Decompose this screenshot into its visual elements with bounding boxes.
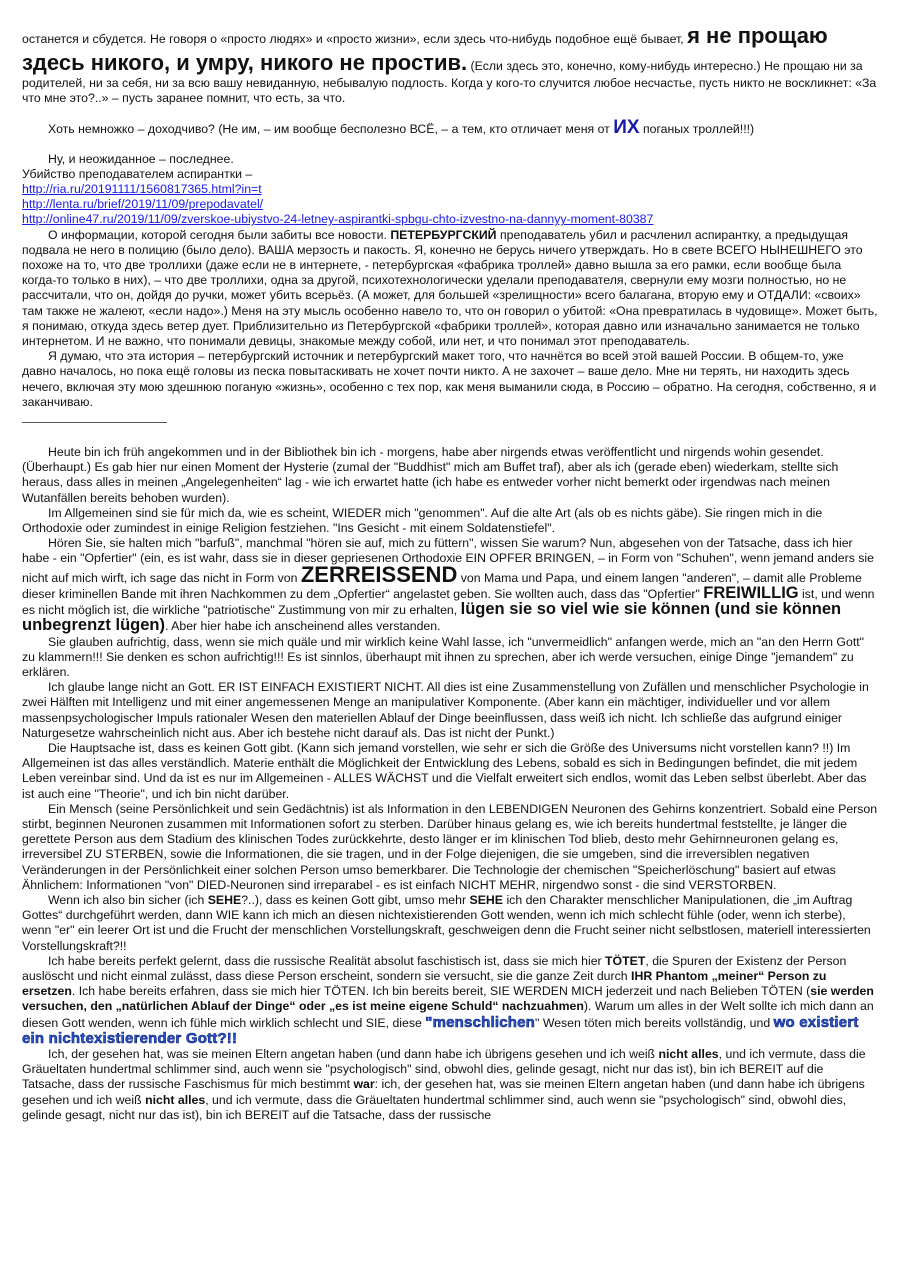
ru-p4-continuation: преподаватель убил и расчленил аспирантку, а предыдущая подвала не него в полицию (было дело). ВАША мерзость и пакость. Я, конечно не берусь ничего утверждать. Но в свете ВСЕГО НЫНЕШНЕГО это похоже на то, что две троллихи (даже если не в интернете, - петербургская «фабрика троллей» давно вышла за его рамки, если вообще была когда-то только в них), – что две троллихи, одна за другой, психотехнологически уделали преподавателя, свернули ему мозги полностью, но не рассчитали, что он, дойдя до ручки, может убить всерьёз. (А может, для большей «зрелищности» всего балагана, вторую ему и ОТДАЛИ: «своих» там также не жалеют, «если надо».) Меня на эту мысль особенно навело то, что он говорил о убитой: «Она превратилась в чудовище». Может быть, я понимаю, откуда здесь ветер дует. Приблизительно из Петербургской «фабрики троллей», которая давно или изначально занимается не только интернетом. И не важно, что понимали девицы, знакомые между собой, или нет, и что понимал этот преподаватель. [22,227,878,349]
de-paragraph-7: Ein Mensch (seine Persönlichkeit und sein Gedächtnis) ist als Information in den LEBENDIGEN Neuronen des Gehirns konzentriert. Sobald eine Person stirbt, beginnen Neuronen zusammen mit Informationen sofort zu sterben. Darüber hinaus gelang es, wie ich bereits hundertmal feststellte, je länger die gerettete Person aus dem Stadium des klinischen Todes zurückkehrte, desto länger er im klinischen Tod blieb, desto mehr Gehirnneuronen gelang es, irreversibel ZU STERBEN, sowie die Informationen, die sie tragen, und in der Folge diejenigen, die sie umgeben, sind die irreversiblen negativen Veränderungen in der Persönlichkeit einer solchen Person umso bemerkbarer. Die Technologie der chemischen "Speicherlöschung" basiert auf etwas Ähnlichem: Informationen "von" DIED-Neuronen sind irreparabel - es ist einfach NICHT MEHR, nirgendwo sonst - die sind VERSTORBEN. [22,801,878,892]
news-link-lenta[interactable]: http://lenta.ru/brief/2019/11/09/prepodavatel/ [22,197,264,212]
de-paragraph-9 [22,954,878,1047]
de-p9-outline-gott: wo existiert ein nichtexistierender Gott?!! [22,1013,859,1047]
de-p10-bold-2: nicht alles [145,1092,206,1107]
de-p10-text-3: : ich, der gesehen hat, was sie meinen Eltern angetan haben (und dann habe ich übrigens gesehen und ich weiß [22,1077,865,1107]
de-p3-text: Hören Sie, sie halten mich "barfuß", manchmal "hören sie auf, mich zu füttern", wissen Sie warum? Nun, abgesehen von der Tatsache, dass ich hier habe - ein "Opfertier" (ein, es ist wahr, dass sie in dieser gepriesenen Orthodoxie EIN OPFER BRINGEN, – in Form von "Schuhen", wenn jemand anders sie nicht auf mich wirft, ich sage das nicht in Form von [22,536,874,585]
ru-paragraph-5: Я думаю, что эта история – петербургский источник и петербургский макет того, что начнётся во всей этой вашей России. В общем-то, уже давно началось, но пока ещё головы из песка повытаскивать не хочет почти никто. А не захочет – ваше дело. Мне ни терять, ни находить здесь нечего, включая эту мою здешнюю поганую «жизнь», особенно с тех пор, как меня выманили сюда, в Россию – обратно. На сегодня, собственно, я и заканчиваю. [22,349,877,409]
de-p9-text-2: , die Spuren der Existenz der Person auslöscht und nicht einmal zulässt, dass diese Person erscheint, sondern sie versucht, sie die ganze Zeit durch [22,953,847,983]
de-p9-text-5: " Wesen töten mich bereits vollständig, und [535,1015,771,1030]
de-paragraph-1: Heute bin ich früh angekommen und in der Bibliothek bin ich - morgens, habe aber nirgends etwas veröffentlicht und nirgends wohin gesendet. (Überhaupt.) Es gab hier nur einen Moment der Hysterie (zumal der "Buddhist" mich am Buffet traf), aber als ich (gerade eben) wiederkam, stellte sich heraus, dass alles in meinen „Angelegenheiten“ lag - wie ich erwartet hatte (ich habe es entweder vorher nicht bemerkt oder irgendwas nach meinen Wutanfällen bereits behoben wurden). [22,445,839,505]
de-paragraph-3 [22,536,878,634]
de-p9-text: Ich habe bereits perfekt gelernt, dass die russische Realität absolut faschistisch ist, dass sie mich hier [48,953,602,968]
ru-p1-continuation: (Если здесь это, конечно, кому-нибудь интересно.) Не прощаю ни за родителей, ни за себя, ни за всю вашу невиданную, небывалую подлость. Когда у кого-то случится любое несчастье, пусть никто не воскликнет: «За что мне это?..» – пусть заранее помнит, что есть, за что. [22,59,877,106]
section-divider [22,422,167,423]
de-p10-bold-war: war [353,1077,375,1092]
ru-p2-emphasis: ИХ [613,117,640,139]
news-link-ria[interactable]: http://ria.ru/20191111/1560817365.html?in=t [22,182,262,197]
ru-p4-bold: ПЕТЕРБУРГСКИЙ [390,227,497,242]
ru-paragraph-3-heading: Ну, и неожиданное – последнее. [48,151,234,166]
de-paragraph-6: Die Hauptsache ist, dass es keinen Gott gibt. (Kann sich jemand vorstellen, wie sehr er sich die Größe des Universums nicht vorstellen kann? !!) Im Allgemeinen ist das alles verständlich. Materie enthält die Möglichkeit der Entwicklung des Lebens, sobald es sich in Bedingungen befindet, die mit jedem Leben vereinbar sind. Und da ist es nur im Allgemeinen - ALLES WÄCHST und die Vielfalt erweitert sich endlos, womit das Leben selbst überlebt. Aber das ist auch eine "Theorie", und ich bin nicht darüber. [22,740,867,801]
de-p10-text-4: , und ich vermute, dass die Gräueltaten hundertmal schlimmer sind, auch wenn sie "psychologisch" sind, obwohl dies, gelinde gesagt, nicht nur das ist), bin ich BEREIT auf die Tatsache, dass der russische [22,1092,847,1122]
news-link-online47[interactable]: http://online47.ru/2019/11/09/zverskoe-ubiystvo-24-letney-aspirantki-spbgu-chto-izvestno-na-dannyy-moment-80387 [22,212,654,227]
de-p9-bold-toetet: TÖTET [605,953,646,968]
de-p8-bold-2: SEHE [469,892,504,907]
de-paragraph-2: Im Allgemeinen sind sie für mich da, wie es scheint, WIEDER mich "genommen". Auf die alte Art (als ob es nichts gäbe). Sie ringen mich in die Orthodoxie oder zumindest in einige Religion festziehen. "Ins Gesicht - mit einem Soldatenstiefel". [22,505,823,536]
de-p10-bold-1: nicht alles [658,1046,719,1061]
de-p9-bold-nachahmen: sie werden versuchen, den „natürlichen Ablauf der Dinge“ oder „es ist meine eigene Schuld“ nachzuahmen [22,984,874,1014]
de-p3-text-3: ist, und wenn es nicht möglich ist, die wirkliche "patriotische" Zustimmung von mir zu erhalten, [22,586,875,618]
de-p8-text-2: ?..), dass es keinen Gott gibt, umso mehr [241,892,467,907]
de-p3-emphasis-zerreissend: ZERREISSEND [300,561,458,587]
de-p9-text-4: ). Warum um alles in der Welt sollte ich mich dann an diesen Gott wenden, wenn ich fühle mich wirklich schlecht und SIE, diese [22,999,874,1030]
ru-p4-text: О информации, которой сегодня были забиты все новости. [48,227,387,242]
de-p9-bold-phantom: IHR Phantom „meiner“ Person zu ersetzen [22,968,827,999]
de-p8-bold-1: SEHE [207,892,242,907]
ru-p1-text: останется и сбудется. Не говоря о «просто людях» и «просто жизни», если здесь что-нибудь подобное ещё бывает, [22,32,684,46]
de-p3-text-2: von Mama und Papa, und einem langen "anderen", – damit alle Probleme dieser kriminellen Bande mit ihren Nachkommen zu dem „Opfertier“ angelastet geben. Sie wollten auch, dass das "Opfertier" [22,570,862,601]
de-paragraph-5: Ich glaube lange nicht an Gott. ER IST EINFACH EXISTIERT NICHT. All dies ist eine Zusammenstellung von Zufällen und menschlicher Psychologie in zwei Hälften mit Intelligenz und mit einer angemessenen Menge an manipulativer Komponente. (Aber kann ein mächtiger, individueller und vor allem massenpsychologischer Impuls rationaler Wesen den materiellen Ablauf der Dinge beeinflussen, dass weiß ich nicht. Ich schließe das aufgrund einiger Naturgesetze wahrscheinlich nicht aus. Aber ich bestehe nicht darauf als. Das ist nicht der Punkt.) [22,680,869,740]
ru-p2-text: Хоть немножко – доходчиво? (Не им, – им вообще бесполезно ВСЁ, – а тем, кто отличает меня от [48,122,610,137]
de-p3-emphasis-luegen: lügen sie so viel wie sie können (und sie können unbegrenzt lügen) [22,600,842,635]
de-paragraph-4: Sie glauben aufrichtig, dass, wenn sie mich quäle und mir wirklich keine Wahl lasse, ich "unvermeidlich" anfangen werde, mich an "an den Herrn Gott" zu klammern!!! Sie denken es schon aufrichtig!!! Es ist sinnlos, überhaupt mit ihnen zu sprechen, aber ich werde versuchen, einige Dinge "jemandem" zu erklären. [22,634,865,679]
ru-p1-emphasis: я не прощаю здесь никого, и умру, никого не простив. [22,23,828,75]
de-p8-text-3: ich den Charakter menschlicher Manipulationen, die „im Auftrag Gottes“ durchgeführt werden, dann WIE kann ich mich an diesen nichtexistierenden Gott wenden, wenn ich mich schlecht fühle (oder, wenn ich sterbe), wenn "er" ein leerer Ort ist und die Frucht der menschlichen Vorstellungskraft, geschweigen denn die Frucht seiner nicht selbstlosen, materiell interessierten Vorstellungskraft?!! [22,892,871,953]
de-paragraph-10 [22,1047,878,1123]
de-p3-tail: . Aber hier habe ich anscheinend alles verstanden. [165,619,441,634]
de-p8-text: Wenn ich also bin sicher (ich [48,892,205,907]
de-p3-emphasis-freiwillig: FREIWILLIG [703,583,799,602]
ru-paragraph-4 [22,228,878,350]
ru-paragraph-2 [22,117,878,139]
de-p10-text: Ich, der gesehen hat, was sie meinen Eltern angetan haben (und dann habe ich übrigens gesehen und ich weiß [48,1046,656,1061]
ru-paragraph-3-subject: Убийство преподавателем аспирантки – [22,166,253,181]
de-paragraph-8 [22,893,878,954]
ru-p2-tail: поганых троллей!!!) [642,122,755,137]
de-p9-text-3: . Ich habe bereits erfahren, dass sie mich hier TÖTEN. Ich bin bereits bereit, SIE WERDEN MICH jederzeit und nach Belieben TÖTEN ( [71,984,811,999]
ru-paragraph-1 [22,22,878,106]
de-p10-text-2: , und ich vermute, dass die Gräueltaten hundertmal schlimmer sind, auch wenn sie "psychologisch" sind, obwohl dies, gelinde gesagt, nicht nur das ist), bin ich BEREIT auf die Tatsache, dass der russische Faschismus für mich bestimmt [22,1046,866,1092]
de-p9-outline-menschlichen: "menschlichen [425,1013,536,1031]
